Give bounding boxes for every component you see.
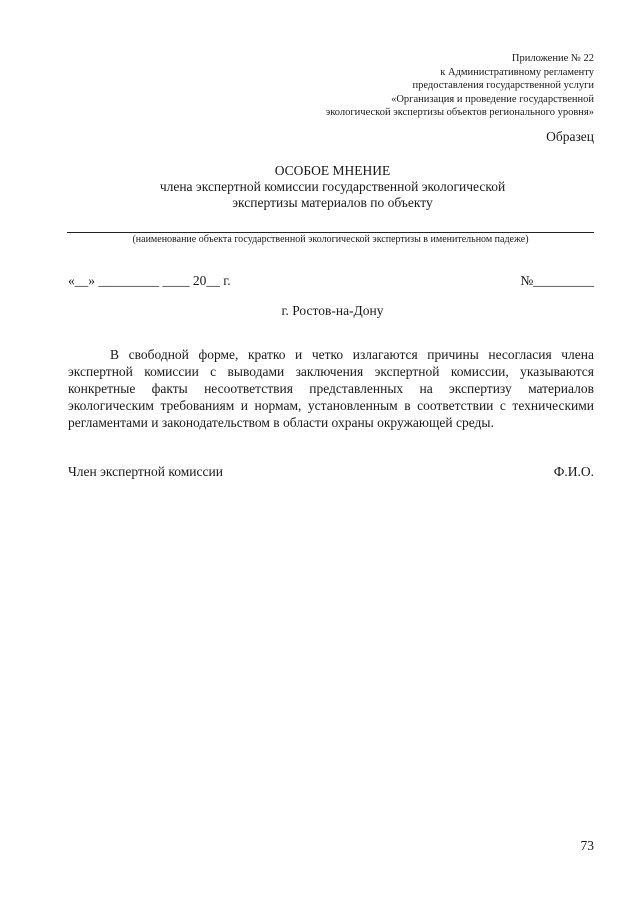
page-number: 73	[580, 838, 594, 853]
object-name-caption: (наименование объекта государственной экологической экспертизы в именительном падеже)	[132, 234, 529, 245]
appendix-line: «Организация и проведение государственной	[391, 93, 594, 105]
object-name-line	[67, 232, 594, 233]
sample-label: Образец	[546, 129, 594, 144]
title-line: экспертизы материалов по объекту	[232, 195, 433, 210]
signer-name-placeholder: Ф.И.О.	[553, 464, 594, 479]
appendix-line: Приложение № 22	[511, 53, 594, 64]
appendix-line: к Административному регламенту	[440, 66, 594, 78]
signer-role: Член экспертной комиссии	[68, 464, 223, 479]
number-field: №_________	[520, 273, 594, 288]
appendix-header	[326, 52, 594, 120]
city-name: г. Ростов-на-Дону	[281, 303, 384, 318]
title-heading: ОСОБОЕ МНЕНИЕ	[274, 163, 391, 178]
appendix-line: экологической экспертизы объектов регионального уровня»	[325, 107, 594, 119]
title-line: члена экспертной комиссии государственной экологической	[159, 179, 506, 194]
date-field: «__» _________ ____ 20__ г.	[68, 273, 231, 288]
document-title	[0, 163, 640, 211]
appendix-line: предоставления государственной услуги	[412, 80, 594, 92]
body-paragraph: В свободной форме, кратко и четко излагаются причины несогласия члена экспертной комиссии с выводами заключения экспертной комиссии, указываются конкретные факты несоответствия представленных на экспертизу материалов экологическим требованиям и нормам, установленным в соответствии с техническими регламентами и законодательством в области охраны окружающей среды.	[68, 347, 594, 430]
